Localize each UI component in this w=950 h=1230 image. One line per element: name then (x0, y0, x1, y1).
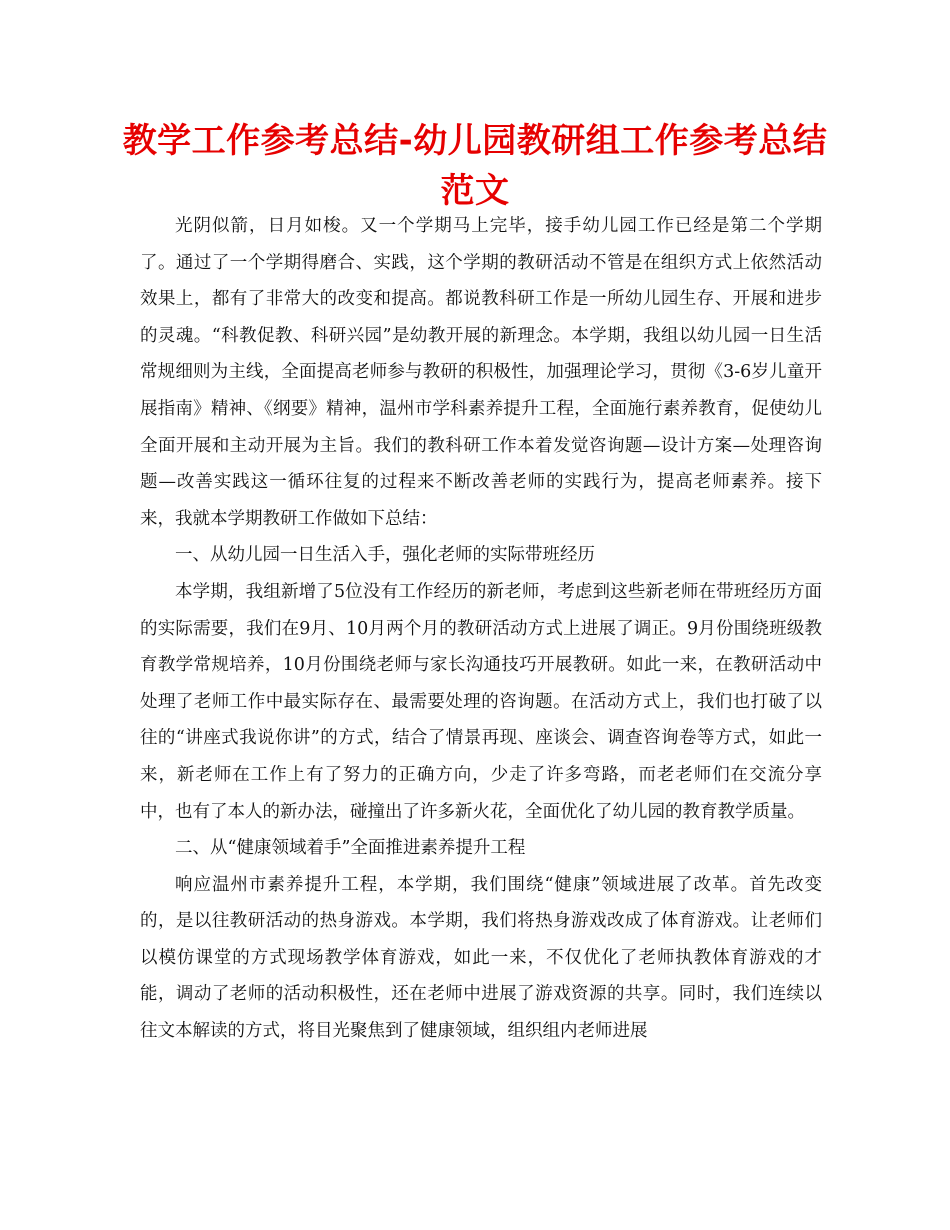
section-heading-2: 二、从“健康领域着手”全面推进素养提升工程 (175, 838, 526, 859)
paragraph-intro: 光阴似箭，日月如梭。又一个学期马上完毕，接手幼儿园工作已经是第二个学期了。通过了一个学期得磨合、实践，这个学期的教研活动不管是在组织方式上依然活动效果上，都有了非常大的改变和提高。都说教科研工作是一所幼儿园生存、开展和进步的灵魂。“科教促教、科研兴园”是幼教开展的新理念。本学期，我组以幼儿园一日生活常规细则为主线，全面提高老师参与教研的积极性，加强理论学习，贯彻《3-6岁儿童开展指南》精神、《纲要》精神，温州市学科素养提升工程，全面施行素养教育，促使幼儿全面开展和主动开展为主旨。我们的教科研工作本着发觉咨询题—设计方案—处理咨询题—改善实践这一循环往复的过程来不断改善老师的实践行为，提高老师素养。接下来，我就本学期教研工作做如下总结： (140, 216, 822, 529)
document-body (140, 208, 822, 1050)
document-title: 教学工作参考总结-幼儿园教研组工作参考总结范文 (122, 121, 828, 211)
section-heading-1: 一、从幼儿园一日生活入手，强化老师的实际带班经历 (175, 545, 595, 566)
paragraph-section-1: 本学期，我组新增了5位没有工作经历的新老师，考虑到这些新老师在带班经历方面的实际需要，我们在9月、10月两个月的教研活动方式上进展了调正。9月份围绕班级教育教学常规培养，10月份围绕老师与家长沟通技巧开展教研。如此一来，在教研活动中处理了老师工作中最实际存在、最需要处理的咨询题。在活动方式上，我们也打破了以往的“讲座式我说你讲”的方式，结合了情景再现、座谈会、调查咨询卷等方式，如此一来，新老师在工作上有了努力的正确方向，少走了许多弯路，而老老师们在交流分享中，也有了本人的新办法，碰撞出了许多新火花，全面优化了幼儿园的教育教学质量。 (140, 581, 822, 822)
paragraph-section-2: 响应温州市素养提升工程，本学期，我们围绕“健康”领域进展了改革。首先改变的，是以往教研活动的热身游戏。本学期，我们将热身游戏改成了体育游戏。让老师们以模仿课堂的方式现场教学体育游戏，如此一来，不仅优化了老师执教体育游戏的才能，调动了老师的活动积极性，还在老师中进展了游戏资源的共享。同时，我们连续以往文本解读的方式，将目光聚焦到了健康领域，组织组内老师进展 (140, 874, 822, 1042)
